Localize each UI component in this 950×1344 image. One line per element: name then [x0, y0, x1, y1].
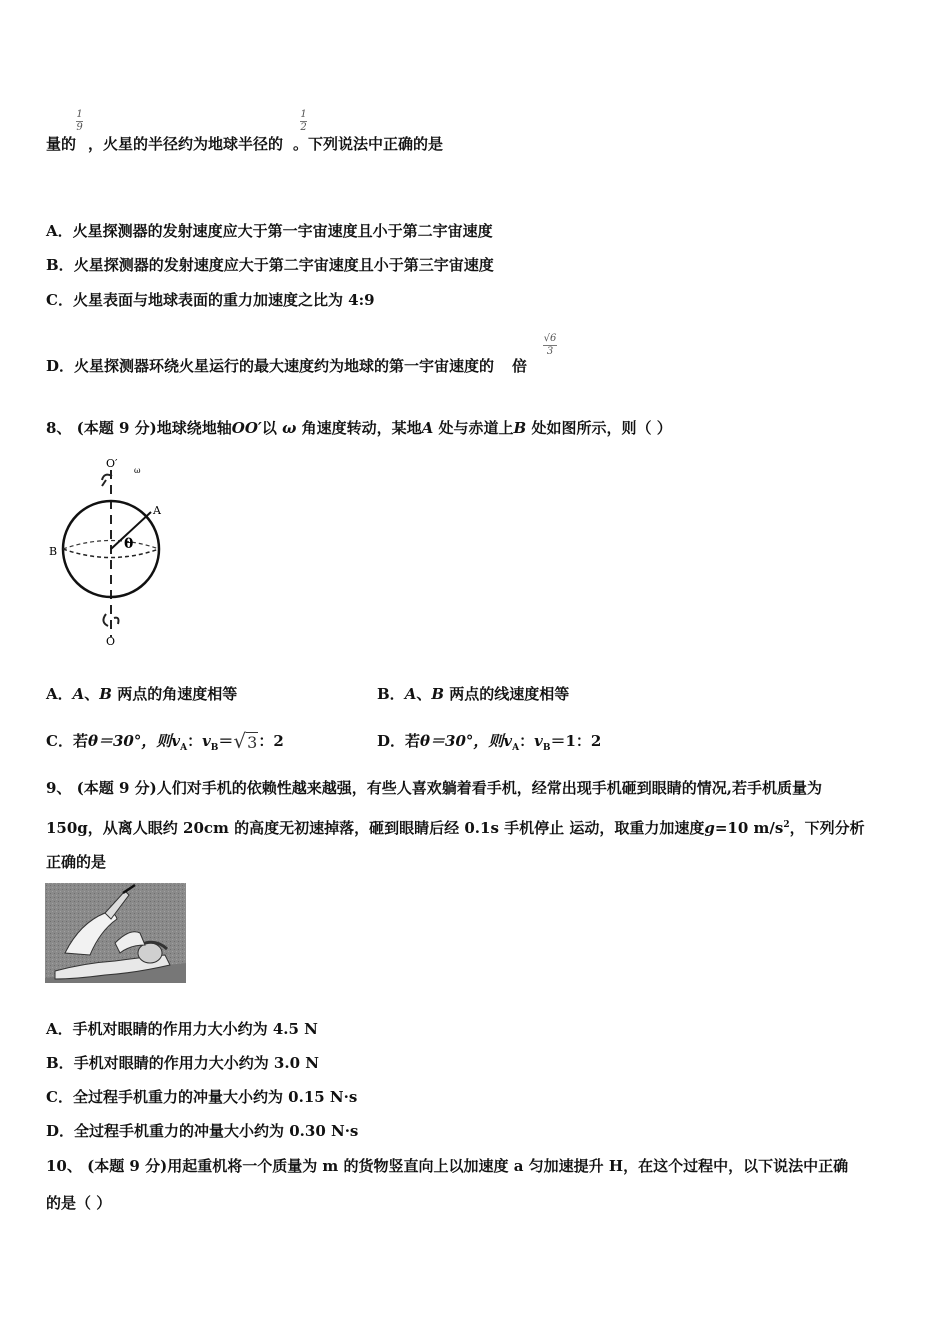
q9-option-c[interactable]: C．全过程手机重力的冲量大小约为 0.15 N·s — [46, 1088, 358, 1106]
q8-option-a[interactable]: A．A、B 两点的角速度相等 — [46, 685, 238, 703]
person-lying-with-phone-photo — [45, 883, 186, 983]
figure-label-omega: ω — [134, 466, 141, 475]
q8-stem: 8、 (本题 9 分)地球绕地轴OO′以 ω 角速度转动，某地A 处与赤道上B 处如图所示，则（ ） — [46, 419, 672, 437]
figure-label-b: B — [49, 545, 58, 558]
q9-stem-line1: 9、 (本题 9 分)人们对手机的依赖性越来越强，有些人喜欢躺着看手机，经常出现手机砸到眼睛的情况,若手机质量为 — [46, 779, 822, 797]
q7-fraction-1-2: 1 2 — [300, 109, 307, 133]
q10-stem-line2: 的是（ ） — [46, 1194, 112, 1212]
q7-option-b[interactable]: B．火星探测器的发射速度应大于第二宇宙速度且小于第三宇宙速度 — [46, 256, 494, 274]
q9-option-b[interactable]: B．手机对眼睛的作用力大小约为 3.0 N — [46, 1054, 319, 1072]
q9-stem-line3: 正确的是 — [46, 853, 107, 871]
q8-option-c[interactable]: C．若θ＝30°，则$v_A$：$v_B=√3$：2 — [46, 729, 284, 753]
q8-option-b[interactable]: B．A、B 两点的线速度相等 — [377, 685, 570, 703]
figure-label-o: O — [106, 635, 116, 648]
figure-label-a: A — [153, 504, 161, 517]
q9-stem-line2: 150g，从离人眼约 20cm 的高度无初速掉落，砸到眼睛后经 0.1s 手机停止 运动，取重力加速度g=10 $m/s^2$，下列分析 — [46, 819, 865, 837]
q8-option-d[interactable]: D．若θ＝30°，则$v_A$：$v_B=1$：2 — [377, 732, 602, 753]
q10-stem-line1: 10、 (本题 9 分)用起重机将一个质量为 m 的货物竖直向上以加速度 a 匀加速提升 H，在这个过程中，以下说法中正确 — [46, 1157, 849, 1175]
q7-fraction-1-9: 1 9 — [76, 109, 83, 133]
earth-rotation-figure — [44, 452, 184, 652]
q7-option-d[interactable]: D．火星探测器环绕火星运行的最大速度约为地球的第一宇宙速度的 倍 — [46, 357, 528, 375]
sqrt-3: √3 — [233, 729, 258, 753]
figure-label-o-prime: O′ — [106, 457, 118, 470]
q7-stem: 量的 ，火星的半径约为地球半径的 。下列说法中正确的是 — [46, 135, 444, 153]
q7-option-c[interactable]: C．火星表面与地球表面的重力加速度之比为 4:9 — [46, 291, 375, 309]
q9-option-a[interactable]: A．手机对眼睛的作用力大小约为 4.5 N — [46, 1020, 318, 1038]
q7-option-a[interactable]: A．火星探测器的发射速度应大于第一宇宙速度且小于第二宇宙速度 — [46, 222, 493, 240]
figure-label-theta: θ — [124, 536, 134, 552]
q7-fraction-sqrt6-3: √6 3 — [543, 333, 557, 357]
q9-option-d[interactable]: D．全过程手机重力的冲量大小约为 0.30 N·s — [46, 1122, 359, 1140]
